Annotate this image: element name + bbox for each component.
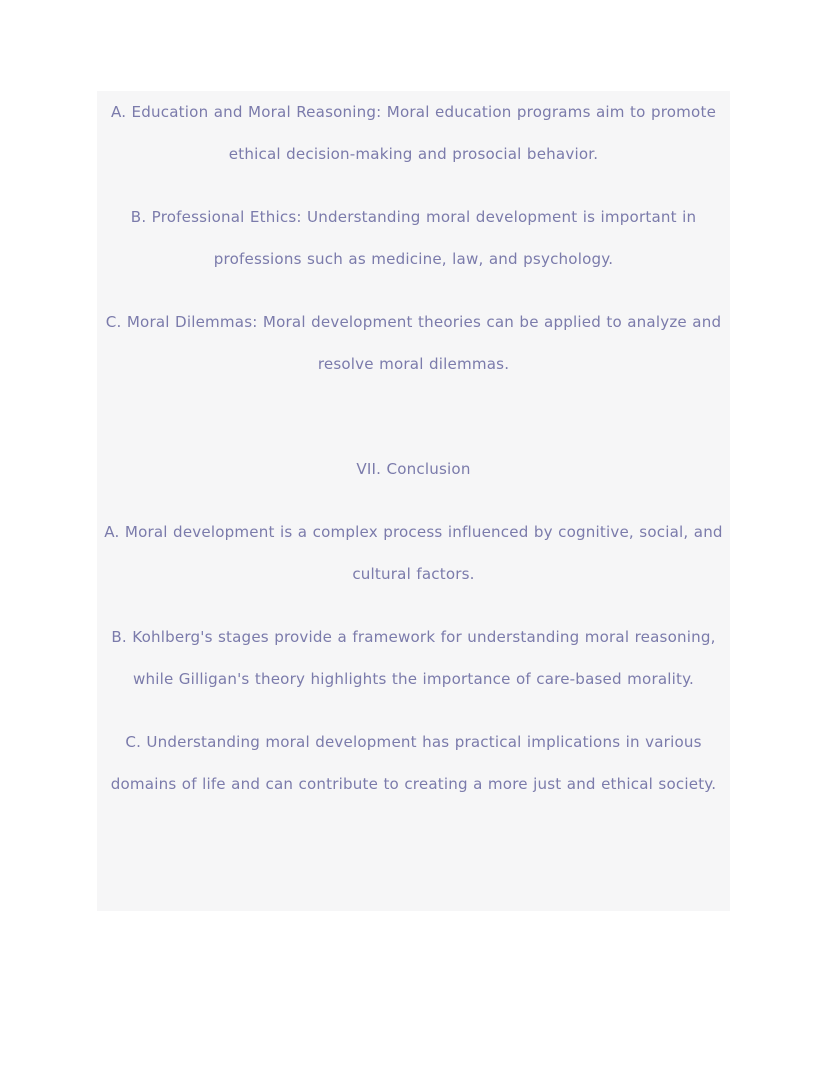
outline-item-a-education: A. Education and Moral Reasoning: Moral education programs aim to promote ethical decision-making and prosocial behavior.: [110, 103, 717, 163]
list-item: [98, 91, 729, 175]
list-item: [98, 196, 729, 280]
outline-item-b-professional-ethics: B. Professional Ethics: Understanding moral development is important in professions such as medicine, law, and psychology.: [130, 208, 697, 268]
list-item: [98, 721, 729, 805]
document-body: [97, 91, 730, 805]
section-heading-conclusion: VII. Conclusion: [356, 460, 471, 478]
conclusion-item-c: C. Understanding moral development has practical implications in various domains of life and can contribute to creating a more just and ethical society.: [110, 733, 717, 793]
list-item: [98, 616, 729, 700]
list-item: [98, 301, 729, 385]
conclusion-item-b: B. Kohlberg's stages provide a framework for understanding moral reasoning, while Gilligan's theory highlights the importance of care-based morality.: [111, 628, 716, 688]
section-heading-container: [98, 448, 729, 490]
list-item: [98, 511, 729, 595]
document-content-panel: [97, 91, 730, 911]
conclusion-item-a: A. Moral development is a complex process influenced by cognitive, social, and cultural factors.: [104, 523, 723, 583]
section-spacer: [98, 385, 729, 448]
outline-item-c-moral-dilemmas: C. Moral Dilemmas: Moral development theories can be applied to analyze and resolve moral dilemmas.: [105, 313, 722, 373]
